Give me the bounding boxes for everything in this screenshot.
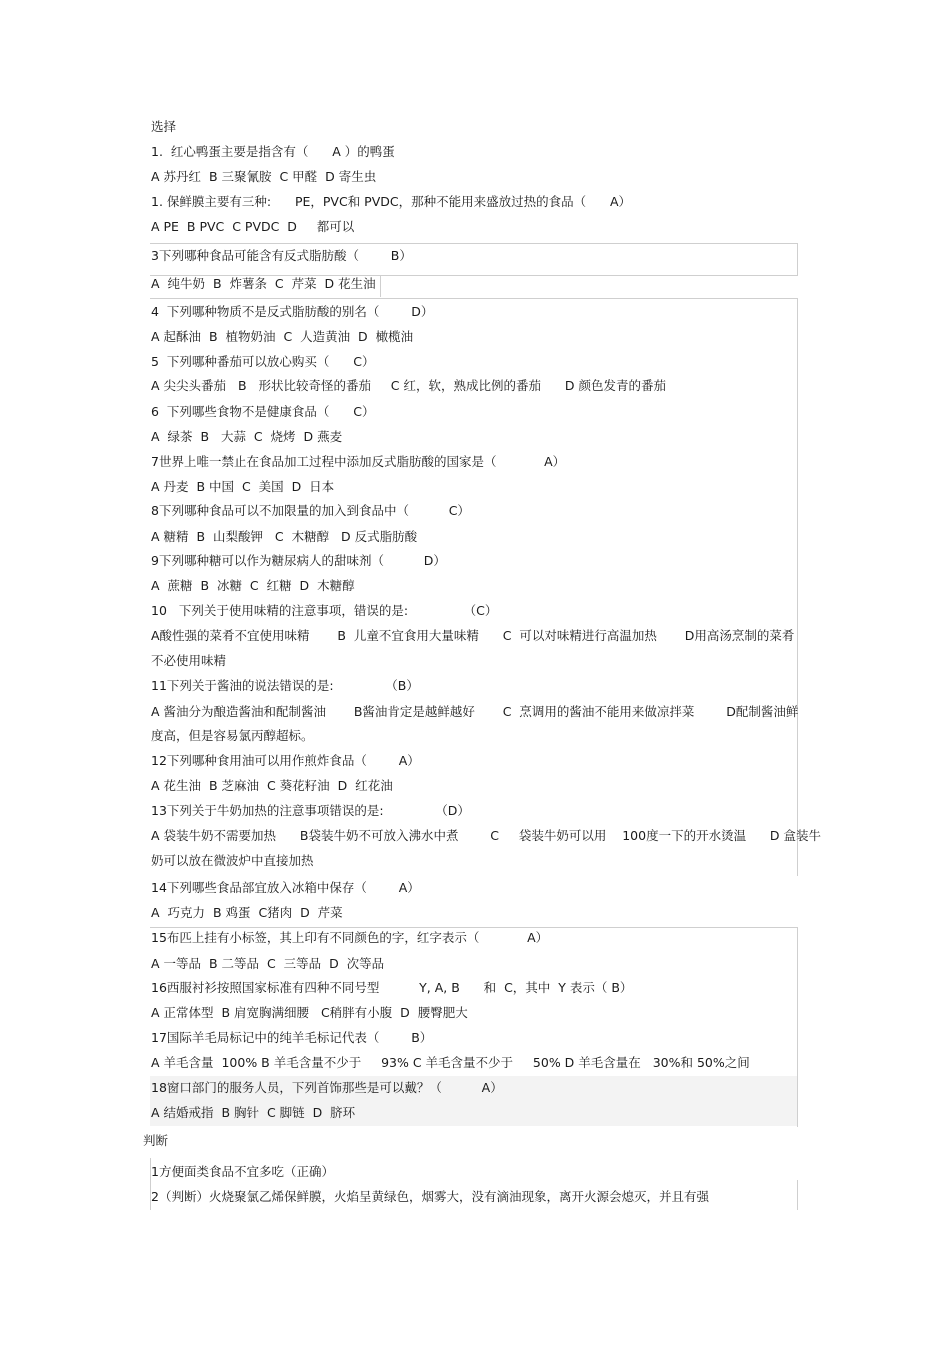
section-heading-judgment: 判断 bbox=[143, 1133, 169, 1148]
question-line: 17国际羊毛局标记中的纯羊毛标记代表（ B） bbox=[151, 1030, 433, 1045]
question-line: 12下列哪种食用油可以用作煎炸食品（ A） bbox=[151, 753, 420, 768]
table-rule bbox=[797, 1180, 798, 1210]
options-line: A 正常体型 B 肩宽胸满细腰 C稍胖有小腹 D 腰臀肥大 bbox=[151, 1005, 468, 1020]
question-line: 13下列关于牛奶加热的注意事项错误的是: （D） bbox=[151, 803, 470, 818]
table-rule bbox=[150, 927, 798, 928]
options-line: A 丹麦 B 中国 C 美国 D 日本 bbox=[151, 479, 335, 494]
table-rule bbox=[797, 927, 798, 1127]
options-line: A 巧克力 B 鸡蛋 C猪肉 D 芹菜 bbox=[151, 905, 343, 920]
question-line: 11下列关于酱油的说法错误的是: （B） bbox=[151, 678, 419, 693]
options-line: A 起酥油 B 植物奶油 C 人造黄油 D 橄榄油 bbox=[151, 329, 414, 344]
table-rule bbox=[380, 275, 381, 297]
question-line: 10 下列关于使用味精的注意事项，错误的是: （C） bbox=[151, 603, 498, 618]
question-line: 4 下列哪种物质不是反式脂肪酸的别名（ D） bbox=[151, 304, 434, 319]
question-line: 14下列哪些食品部宜放入冰箱中保存（ A） bbox=[151, 880, 420, 895]
options-line: A 蔗糖 B 冰糖 C 红糖 D 木糖醇 bbox=[151, 578, 355, 593]
question-line: 7世界上唯一禁止在食品加工过程中添加反式脂肪酸的国家是（ A） bbox=[151, 454, 566, 469]
options-line: A 结婚戒指 B 胸针 C 脚链 D 脐环 bbox=[151, 1105, 356, 1120]
options-line: A酸性强的菜肴不宜使用味精 B 儿童不宜食用大量味精 C 可以对味精进行高温加热 D用高汤烹制的菜肴 bbox=[151, 628, 795, 643]
options-line: A 绿茶 B 大蒜 C 烧烤 D 燕麦 bbox=[151, 429, 343, 444]
section-heading-choice: 选择 bbox=[151, 119, 177, 134]
options-line: A 花生油 B 芝麻油 C 葵花籽油 D 红花油 bbox=[151, 778, 393, 793]
question-line: 1. 红心鸭蛋主要是指含有（ A ）的鸭蛋 bbox=[151, 144, 395, 159]
table-rule bbox=[797, 243, 798, 275]
question-line: 5 下列哪种番茄可以放心购买（ C） bbox=[151, 354, 375, 369]
table-rule bbox=[150, 298, 798, 299]
question-line: 6 下列哪些食物不是健康食品（ C） bbox=[151, 404, 375, 419]
question-line: 9下列哪种糖可以作为糖尿病人的甜味剂（ D） bbox=[151, 553, 446, 568]
options-line-continued: 度高，但是容易氯丙醇超标。 bbox=[151, 728, 314, 743]
options-line: A 一等品 B 二等品 C 三等品 D 次等品 bbox=[151, 956, 385, 971]
options-line: A 尖尖头番茄 B 形状比较奇怪的番茄 C 红，软，熟成比例的番茄 D 颜色发青的番茄 bbox=[151, 378, 666, 393]
question-line: 1. 保鲜膜主要有三种: PE，PVC和 PVDC，那种不能用来盛放过热的食品（ A） bbox=[151, 194, 632, 209]
options-line: A 羊毛含量 100% B 羊毛含量不少于 93% C 羊毛含量不少于 50% D 羊毛含量在 30%和 50%之间 bbox=[151, 1055, 750, 1070]
options-line: A PE B PVC C PVDC D 都可以 bbox=[151, 219, 355, 234]
table-rule bbox=[150, 243, 798, 244]
options-line: A 纯牛奶 B 炸薯条 C 芹菜 D 花生油 bbox=[151, 276, 376, 291]
judgment-line: 1方便面类食品不宜多吃（正确） bbox=[151, 1164, 334, 1179]
options-line: A 糖精 B 山梨酸钾 C 木糖醇 D 反式脂肪酸 bbox=[151, 529, 418, 544]
question-line: 3下列哪种食品可能含有反式脂肪酸（ B） bbox=[151, 248, 412, 263]
question-line: 16西服衬衫按照国家标准有四种不同号型 Y, A, B 和 C，其中 Y 表示（ B） bbox=[151, 980, 633, 995]
options-line: A 苏丹红 B 三聚氰胺 C 甲醛 D 寄生虫 bbox=[151, 169, 377, 184]
options-line: A 酱油分为酿造酱油和配制酱油 B酱油肯定是越鲜越好 C 烹调用的酱油不能用来做凉拌菜 D配制酱油鲜 bbox=[151, 704, 799, 719]
options-line-continued: 不必使用味精 bbox=[151, 653, 227, 668]
options-line: A 袋装牛奶不需要加热 B袋装牛奶不可放入沸水中煮 C 袋装牛奶可以用 100度一下的开水烫温 D 盒装牛 bbox=[151, 828, 822, 843]
question-line: 15布匹上挂有小标签，其上印有不同颜色的字，红字表示（ A） bbox=[151, 930, 549, 945]
question-line: 18窗口部门的服务人员，下列首饰那些是可以戴？（ A） bbox=[151, 1080, 503, 1095]
judgment-line: 2（判断）火烧聚氯乙烯保鲜膜，火焰呈黄绿色，烟雾大，没有滴油现象，离开火源会熄灭，并且有强 bbox=[151, 1189, 709, 1204]
options-line-continued: 奶可以放在微波炉中直接加热 bbox=[151, 853, 314, 868]
question-line: 8下列哪种食品可以不加限量的加入到食品中（ C） bbox=[151, 503, 470, 518]
table-rule bbox=[797, 298, 798, 876]
